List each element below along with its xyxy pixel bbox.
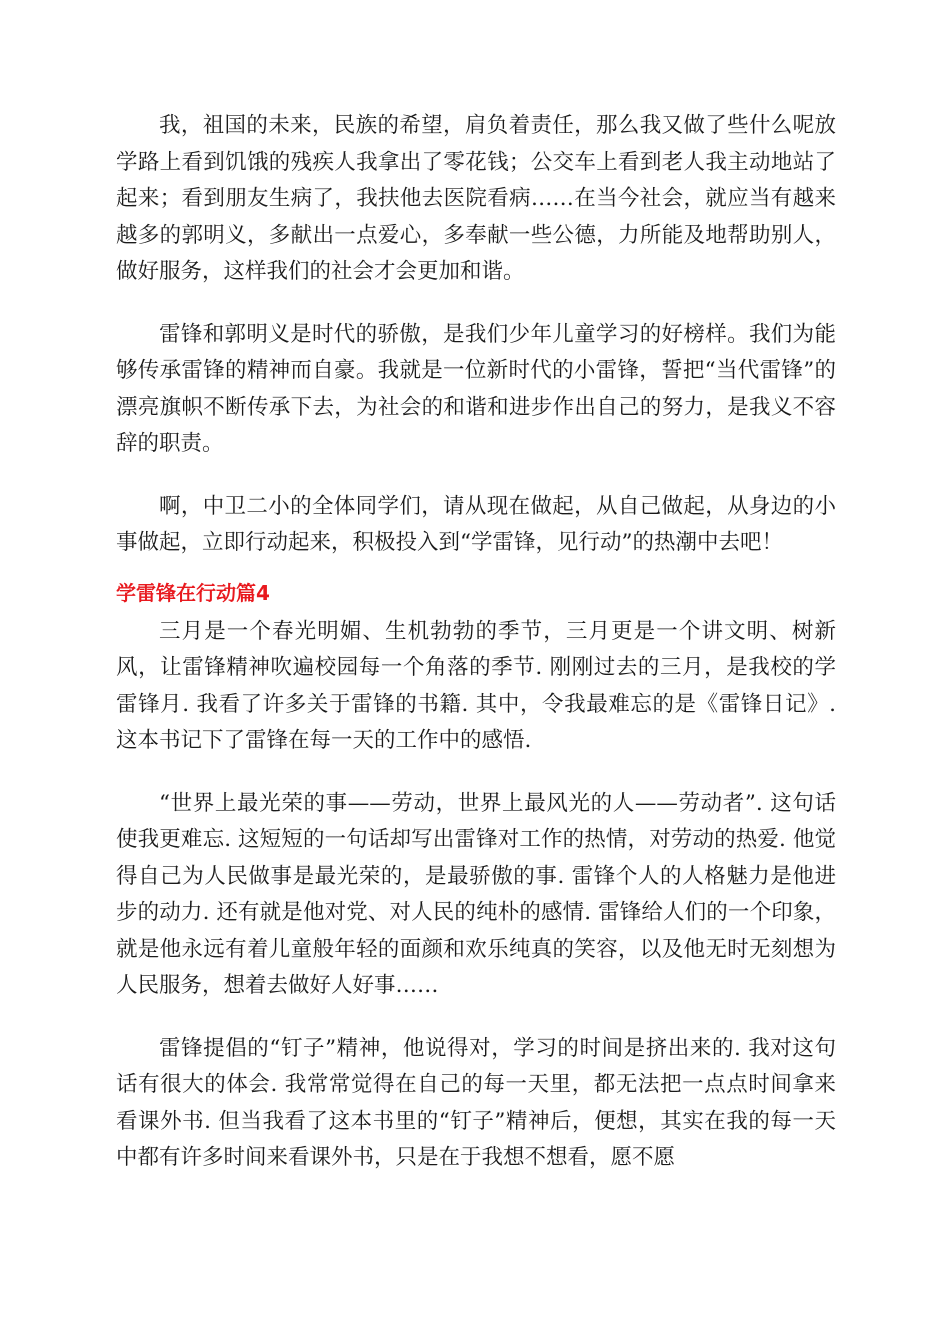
paragraph-responsibility: 我，祖国的未来，民族的希望，肩负着责任，那么我又做了些什么呢放学路上看到饥饿的残疾人我拿出了零花钱；公交车上看到老人我主动地站了起来；看到朋友生病了，我扶他去医院看病……在当今社会，就应当有越来越多的郭明义，多献出一点爱心，多奉献一些公德，力所能及地帮助别人，做好服务，这样我们的社会才会更加和谐。 <box>116 113 836 284</box>
paragraph-labor-quote: “世界上最光荣的事——劳动，世界上最风光的人——劳动者”. 这句话使我更难忘. 这短短的一句话却写出雷锋对工作的热情，对劳动的热爱. 他觉得自己为人民做事是最光荣的，是最骄傲的事. 雷锋个人的人格魅力是他进步的动力. 还有就是他对党、对人民的纯朴的感情. 雷锋给人们的一个印象，就是他永远有着儿童般年轻的面颜和欢乐纯真的笑容，以及他无时无刻想为人民服务，想着去做好人好事…… <box>116 790 836 998</box>
paragraph-march: 三月是一个春光明媚、生机勃勃的季节，三月更是一个讲文明、树新风，让雷锋精神吹遍校园每一个角落的季节. 刚刚过去的三月，是我校的学雷锋月. 我看了许多关于雷锋的书籍. 其中，令我最难忘的是《雷锋日记》. 这本书记下了雷锋在每一天的工作中的感悟. <box>116 618 836 753</box>
paragraph-nail-spirit: 雷锋提倡的“钉子”精神，他说得对，学习的时间是挤出来的. 我对这句话有很大的体会. 我常常觉得在自己的每一天里，都无法把一点点时间拿来看课外书. 但当我看了这本书里的“钉子”精神后，便想，其实在我的每一天中都有许多时间来看课外书，只是在于我想不想看，愿不愿 <box>116 1035 836 1170</box>
document-page <box>116 108 836 1177</box>
section-heading: 学雷锋在行动篇4 <box>116 580 270 605</box>
paragraph-role-models: 雷锋和郭明义是时代的骄傲，是我们少年儿童学习的好榜样。我们为能够传承雷锋的精神而自豪。我就是一位新时代的小雷锋，誓把“当代雷锋”的漂亮旗帜不断传承下去，为社会的和谐和进步作出自己的努力，是我义不容辞的职责。 <box>116 321 836 456</box>
paragraph-call-to-action: 啊，中卫二小的全体同学们，请从现在做起，从自己做起，从身边的小事做起，立即行动起来，积极投入到“学雷锋，见行动”的热潮中去吧！ <box>116 493 836 555</box>
